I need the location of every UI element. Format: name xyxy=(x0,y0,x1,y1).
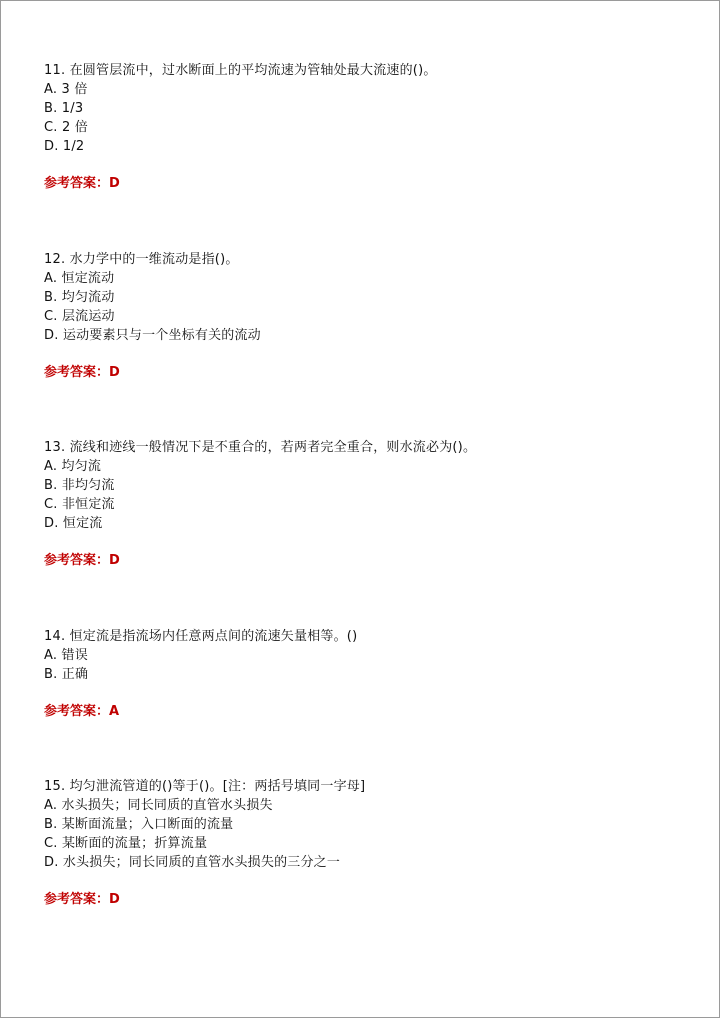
reference-answer: 参考答案：D xyxy=(44,553,120,568)
reference-answer: 参考答案：D xyxy=(44,365,120,380)
option-c: C. 层流运动 xyxy=(44,309,115,324)
option-a: A. 水头损失；同长同质的直管水头损失 xyxy=(44,798,273,813)
option-b: B. 非均匀流 xyxy=(44,478,115,493)
option-c: C. 2 倍 xyxy=(44,120,88,135)
option-b: B. 正确 xyxy=(44,667,89,682)
reference-answer: 参考答案：D xyxy=(44,176,120,191)
question-13 xyxy=(44,438,684,570)
option-c: C. 非恒定流 xyxy=(44,497,115,512)
reference-answer: 参考答案：A xyxy=(44,704,120,719)
option-d: D. 水头损失；同长同质的直管水头损失的三分之一 xyxy=(44,855,341,870)
option-a: A. 恒定流动 xyxy=(44,271,115,286)
option-b: B. 均匀流动 xyxy=(44,290,115,305)
option-b: B. 1/3 xyxy=(44,101,84,116)
question-15 xyxy=(44,777,684,909)
question-11 xyxy=(44,61,684,193)
question-stem: 15. 均匀泄流管道的()等于()。[注：两括号填同一字母] xyxy=(44,779,366,794)
reference-answer: 参考答案：D xyxy=(44,892,120,907)
option-d: D. 1/2 xyxy=(44,139,85,154)
question-stem: 13. 流线和迹线一般情况下是不重合的，若两者完全重合，则水流必为()。 xyxy=(44,440,477,455)
option-c: C. 某断面的流量；折算流量 xyxy=(44,836,208,851)
option-d: D. 恒定流 xyxy=(44,516,103,531)
option-a: A. 错误 xyxy=(44,648,88,663)
question-stem: 12. 水力学中的一维流动是指()。 xyxy=(44,252,239,267)
option-a: A. 均匀流 xyxy=(44,459,102,474)
question-14 xyxy=(44,627,684,721)
option-d: D. 运动要素只与一个坐标有关的流动 xyxy=(44,328,261,343)
option-a: A. 3 倍 xyxy=(44,82,88,97)
option-b: B. 某断面流量；入口断面的流量 xyxy=(44,817,234,832)
question-stem: 14. 恒定流是指流场内任意两点间的流速矢量相等。() xyxy=(44,629,358,644)
question-stem: 11. 在圆管层流中，过水断面上的平均流速为管轴处最大流速的()。 xyxy=(44,63,437,78)
question-12 xyxy=(44,250,684,382)
